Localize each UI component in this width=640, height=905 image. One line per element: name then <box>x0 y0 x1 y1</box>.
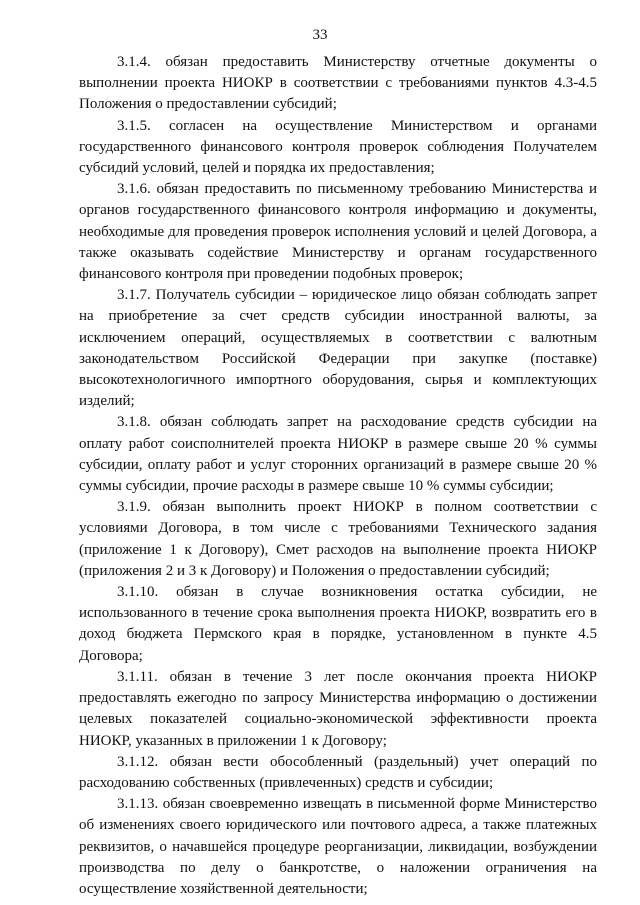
paragraph-3-1-7: 3.1.7. Получатель субсидии – юридическое лицо обязан соблюдать запрет на приобретение за счет средств субсидии иностранной валюты, за исключением операций, осуществляемых в соответствии с валютным законодательством Российской Федерации при закупке (поставке) высокотехнологичного импортного оборудования, сырья и комплектующих изделий; <box>79 287 597 410</box>
paragraph-3-1-5: 3.1.5. согласен на осуществление Министерством и органами государственного финансового контроля проверок соблюдения Получателем субсидий условий, целей и порядка их предоставления; <box>79 117 597 177</box>
paragraph-3-1-9: 3.1.9. обязан выполнить проект НИОКР в полном соответствии с условиями Договора, в том числе с требованиями Технического задания (приложение 1 к Договору), Смет расходов на выполнение проекта НИОКР (приложения 2 и 3 к Договору) и Положения о предоставлении субсидий; <box>79 499 597 579</box>
document-body <box>79 52 597 900</box>
paragraph-3-1-10: 3.1.10. обязан в случае возникновения остатка субсидии, не использованного в течение срока выполнения проекта НИОКР, возвратить его в доход бюджета Пермского края в порядке, установленном в пункте 4.5 Договора; <box>79 584 597 664</box>
paragraph-3-1-13: 3.1.13. обязан своевременно извещать в письменной форме Министерство об изменениях своего юридического или почтового адреса, а также платежных реквизитов, о начавшейся процедуре реорганизации, ликвидации, возбуждении производства по делу о банкротстве, о наложении ограничения на осуществление хозяйственной деятельности; <box>79 796 597 897</box>
paragraph-3-1-12: 3.1.12. обязан вести обособленный (раздельный) учет операций по расходованию собственных (привлеченных) средств и субсидии; <box>79 753 597 791</box>
paragraph-3-1-4: 3.1.4. обязан предоставить Министерству отчетные документы о выполнении проекта НИОКР в соответствии с требованиями пунктов 4.3-4.5 Положения о предоставлении субсидий; <box>79 54 597 113</box>
paragraph-3-1-6: 3.1.6. обязан предоставить по письменному требованию Министерства и органов государственного финансового контроля информацию и документы, необходимые для проведения проверок исполнения условий и целей Договора, а также оказывать содействие Министерству и органам государственного финансового контроля при проведении подобных проверок; <box>79 181 597 283</box>
page-number: 33 <box>312 27 328 43</box>
paragraph-3-1-11: 3.1.11. обязан в течение 3 лет после окончания проекта НИОКР предоставлять ежегодно по запросу Министерства информацию о достижении целевых показателей социально-экономической эффективности проекта НИОКР, указанных в приложении 1 к Договору; <box>79 668 597 749</box>
paragraph-3-1-8: 3.1.8. обязан соблюдать запрет на расходование средств субсидии на оплату работ соисполнителей проекта НИОКР в размере свыше 20 % суммы субсидии, оплату работ и услуг сторонних организаций в размере свыше 20 % суммы субсидии, прочие расходы в размере свыше 10 % суммы субсидии; <box>79 414 597 495</box>
